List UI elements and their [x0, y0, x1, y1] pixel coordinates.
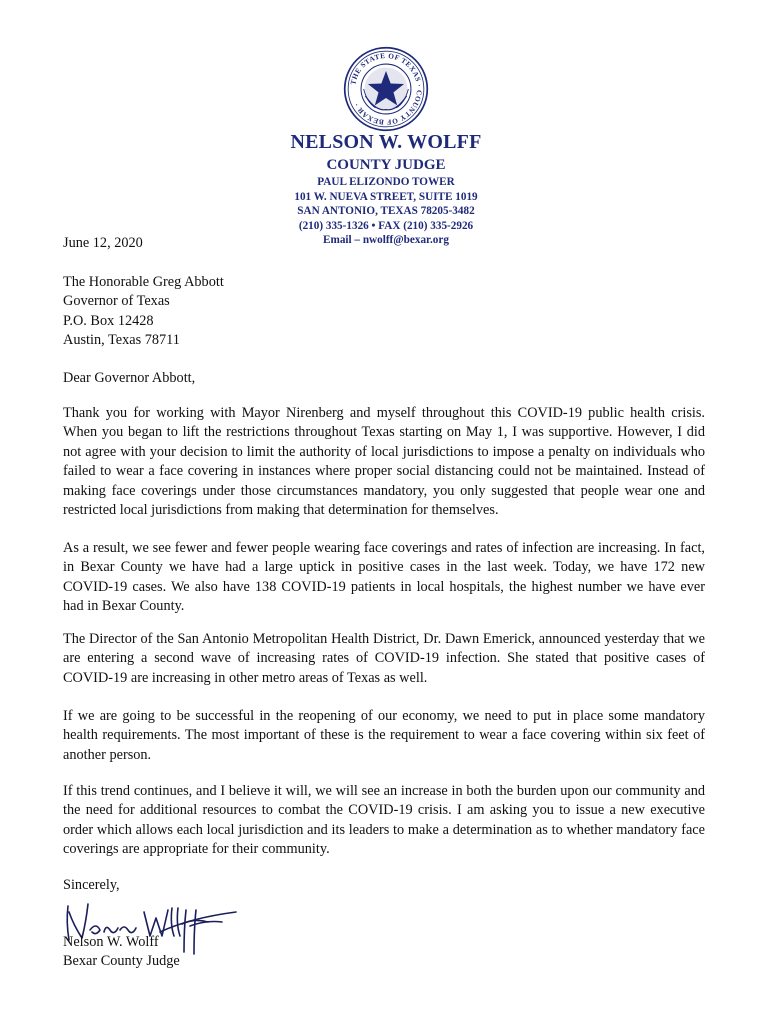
letterhead-phone: (210) 335-1326 • FAX (210) 335-2926	[298, 219, 474, 232]
signer-name: Nelson W. Wolff	[63, 934, 159, 950]
body-paragraph-4: If we are going to be successful in the reopening of our economy, we need to put in place some mandatory health requirements. The most important of these is the requirement to wear a face covering within six feet of another person.	[63, 708, 705, 763]
body-paragraph-1: Thank you for working with Mayor Nirenberg and myself throughout this COVID-19 public health crisis. When you began to lift the restrictions throughout Texas starting on May 1, I was supportive. However, I did not agree with your decision to limit the authority of local jurisdictions to impose a penalty on individuals who failed to wear a face covering in instances where proper social distancing could not be maintained. Instead of making face coverings under those circumstances mandatory, you only suggested that people wear one and restricted local jurisdictions from making that determination for themselves.	[63, 405, 705, 519]
county-seal-icon	[343, 46, 429, 132]
recipient-line: P.O. Box 12428	[63, 312, 154, 329]
recipient-line: The Honorable Greg Abbott	[63, 274, 224, 290]
body-paragraph-5: If this trend continues, and I believe it will, we will see an increase in both the burden upon our community and the need for additional resources to combat the COVID-19 crisis. I am asking you to issue a new executive order which allows each local jurisdiction and its leaders to make a determination as to whether mandatory face coverings are appropriate for their community.	[63, 783, 705, 858]
recipient-line: Austin, Texas 78711	[63, 332, 180, 349]
recipient-address	[63, 273, 705, 351]
letter-date: June 12, 2020	[63, 235, 143, 251]
body-paragraph-2: As a result, we see fewer and fewer people wearing face coverings and rates of infection are increasing. In fact, in Bexar County we have had a large uptick in positive cases in the last week. Today, we have 172 new COVID-19 cases. We also have 138 COVID-19 patients in local hospitals, the highest number we have ever had in Bexar County.	[63, 540, 705, 615]
letterhead-name: NELSON W. WOLFF	[290, 131, 482, 153]
letterhead-building: PAUL ELIZONDO TOWER	[317, 176, 455, 188]
signer-title: Bexar County Judge	[63, 953, 180, 969]
letterhead-city: SAN ANTONIO, TEXAS 78205-3482	[297, 205, 475, 217]
closing: Sincerely,	[63, 877, 120, 893]
letterhead-title: COUNTY JUDGE	[326, 157, 446, 173]
recipient-line: Governor of Texas	[63, 293, 170, 310]
svg-text:THE STATE OF TEXAS · COUNTY OF: THE STATE OF TEXAS · COUNTY OF BEXAR ·	[349, 51, 424, 127]
letterhead	[200, 130, 572, 248]
salutation: Dear Governor Abbott,	[63, 370, 196, 386]
body-paragraph-3: The Director of the San Antonio Metropolitan Health District, Dr. Dawn Emerick, announced yesterday that we are entering a second wave of increasing rates of COVID-19 infection. She stated that positive cases of COVID-19 are increasing in other metro areas of Texas as well.	[63, 631, 705, 686]
letterhead-street: 101 W. NUEVA STREET, SUITE 1019	[294, 190, 478, 203]
letterhead-email: Email – nwolff@bexar.org	[323, 234, 449, 246]
